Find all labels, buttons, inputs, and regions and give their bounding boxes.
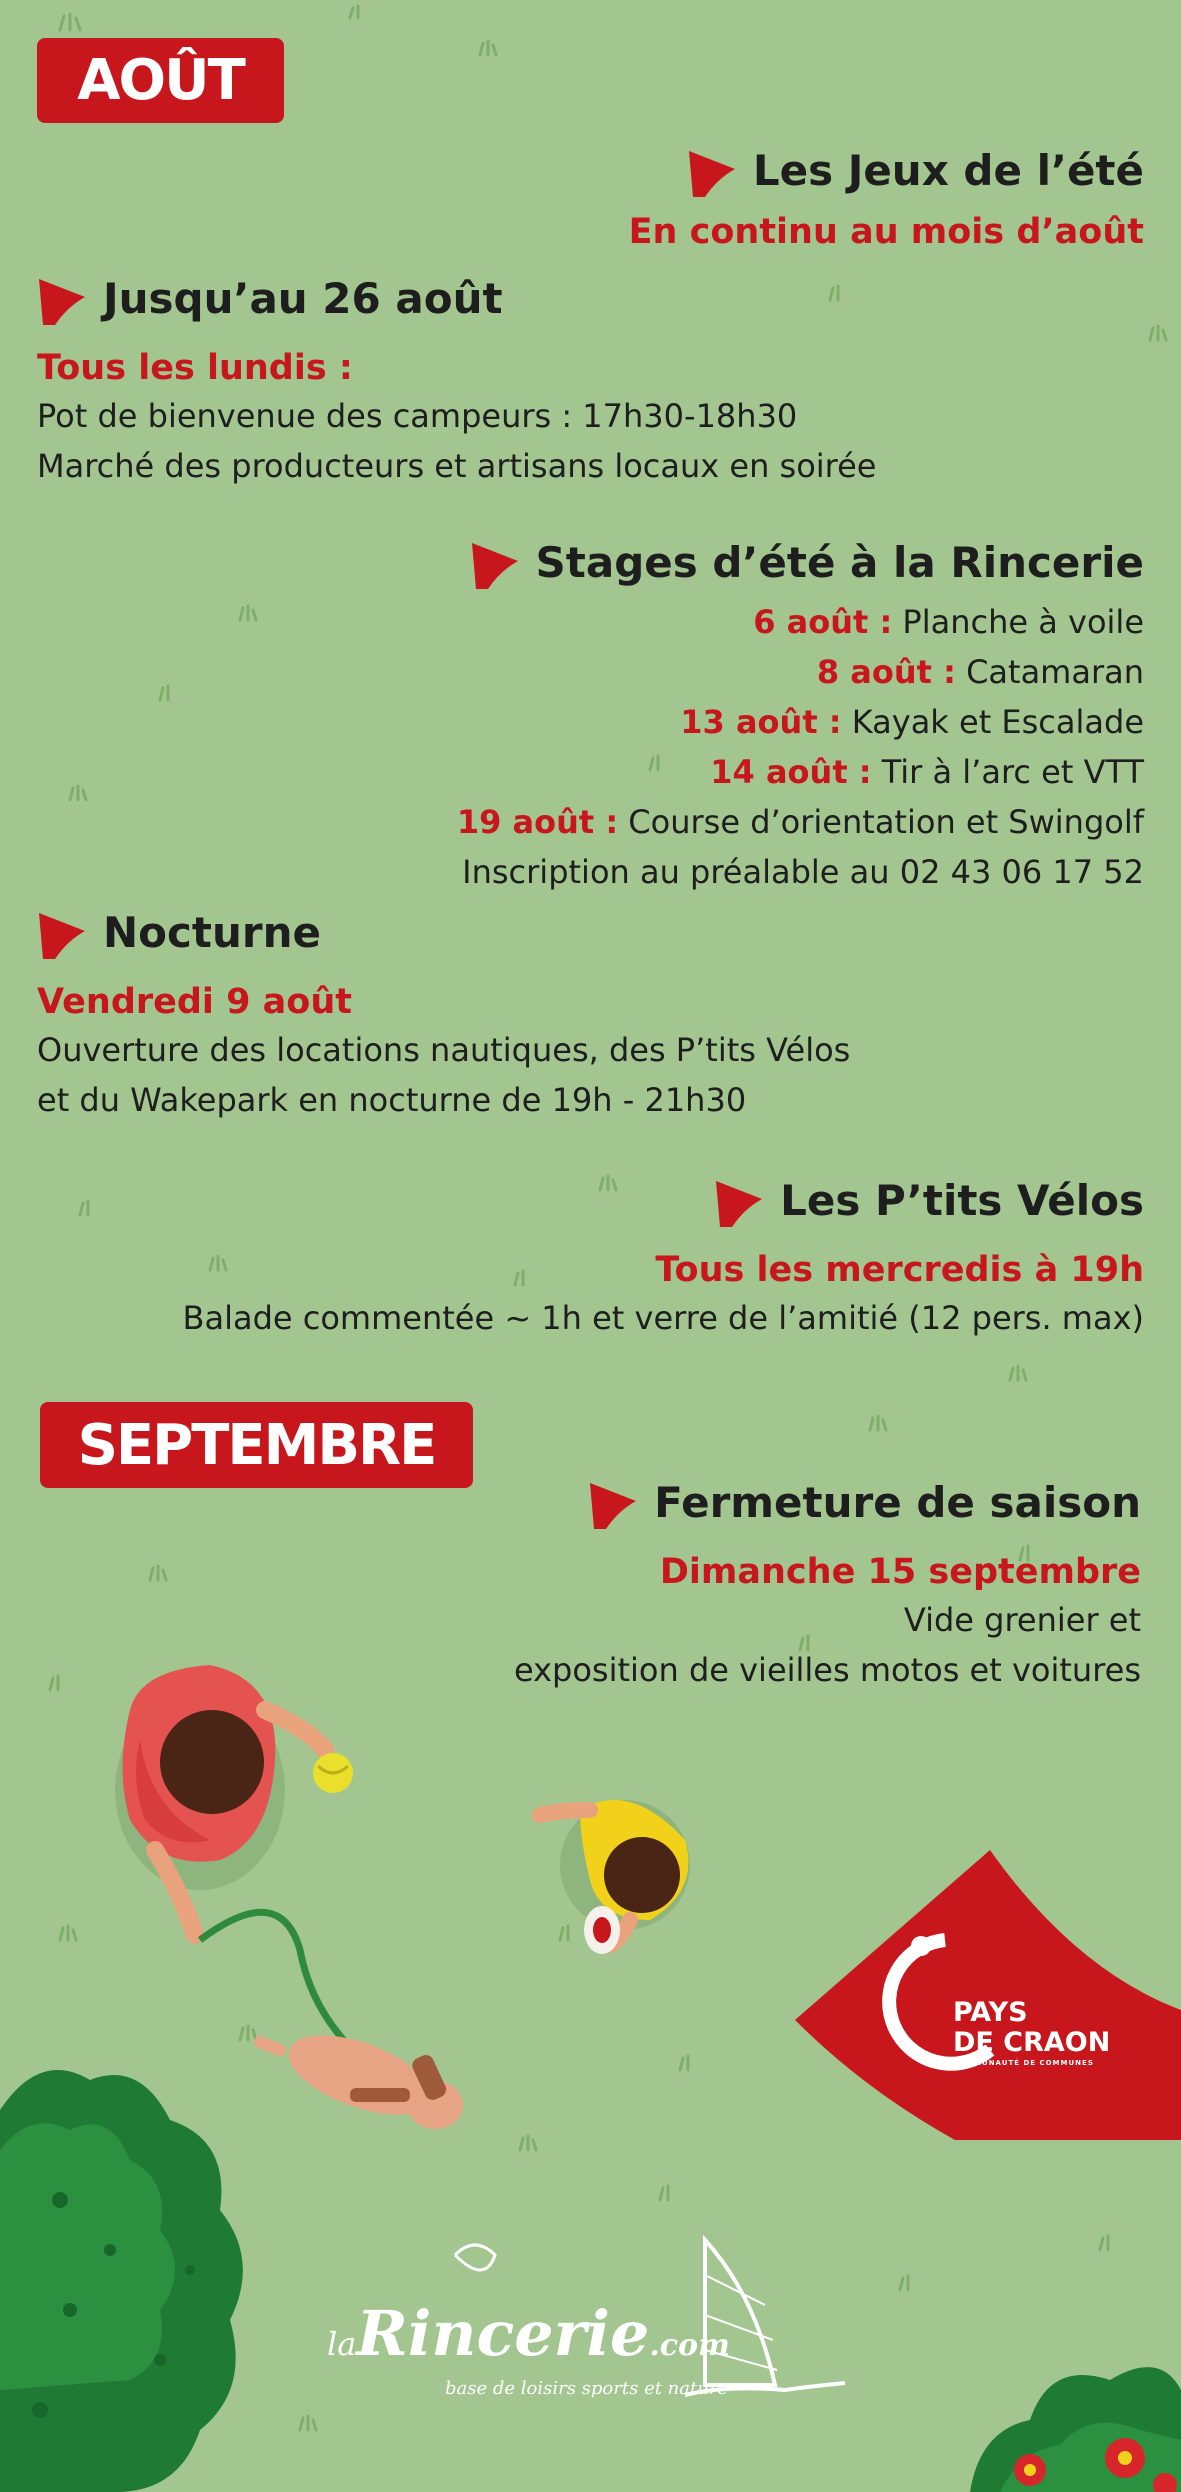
event-fermeture-saison [514, 1477, 1141, 1695]
flag-icon [687, 149, 737, 199]
month-label-august-text: AOÛT [77, 48, 244, 113]
event-line: Balade commentée ~ 1h et verre de l’amitié (12 pers. max) [182, 1298, 1144, 1337]
rincerie-logo [325, 2235, 855, 2425]
stage-date: 13 août : [680, 702, 842, 741]
event-jusquau-26-aout [37, 273, 876, 491]
tree-illustration [0, 2050, 270, 2492]
event-line: Pot de bienvenue des campeurs : 17h30-18h30 [37, 396, 798, 435]
stage-date: 19 août : [456, 802, 619, 841]
stage-date: 6 août : [753, 602, 893, 641]
event-title: Les Jeux de l’été [752, 146, 1144, 195]
rincerie-tagline: base de loisirs sports et nature [445, 2378, 729, 2399]
stage-item [457, 797, 1144, 847]
logo-line: DE CRAON [953, 2027, 1111, 2058]
brand-prefix: la [327, 2325, 357, 2363]
butterfly-icon [455, 2245, 495, 2270]
event-line: Ouverture des locations nautiques, des P’tits Vélos [37, 1030, 851, 1069]
brand-name: Rincerie [356, 2297, 650, 2370]
event-heading [37, 273, 876, 327]
event-ptits-velos [183, 1175, 1145, 1343]
illustration-person-with-frisbee [520, 1770, 710, 1970]
event-subtitle: En continu au mois d’août [628, 211, 1144, 252]
flag-icon [470, 541, 520, 591]
flag-icon [588, 1481, 638, 1531]
event-title: Nocturne [103, 908, 321, 957]
event-line: Marché des producteurs et artisans locaux en soirée [37, 446, 877, 485]
month-label-august [37, 38, 284, 123]
stage-item [457, 747, 1144, 797]
flag-icon [37, 277, 87, 327]
event-heading [457, 537, 1144, 591]
event-nocturne [37, 907, 850, 1125]
pays-de-craon-logo [795, 1850, 1181, 2140]
month-label-september [40, 1402, 473, 1488]
event-title: Les P’tits Vélos [780, 1176, 1144, 1225]
flower-bush-illustration [960, 2340, 1181, 2492]
event-subtitle: Tous les mercredis à 19h [655, 1249, 1144, 1290]
event-subtitle: Tous les lundis : [37, 347, 353, 388]
stage-activity: Planche à voile [902, 602, 1144, 641]
month-label-september-text: SEPTEMBRE [77, 1412, 436, 1478]
stage-activity: Catamaran [966, 652, 1144, 691]
event-title: Fermeture de saison [654, 1478, 1141, 1527]
stage-activity: Tir à l’arc et VTT [881, 752, 1144, 791]
stage-note: Inscription au préalable au 02 43 06 17 52 [462, 852, 1144, 891]
brand-suffix: .com [649, 2328, 730, 2363]
event-heading [514, 1477, 1141, 1531]
event-title: Stages d’été à la Rincerie [535, 538, 1144, 587]
event-heading [37, 907, 850, 961]
event-title: Jusqu’au 26 août [103, 274, 503, 323]
stage-date: 14 août : [710, 752, 872, 791]
stage-item [457, 697, 1144, 747]
stage-item [457, 597, 1144, 647]
logo-line-small: COMMUNAUTÉ DE COMMUNES [953, 2059, 1094, 2067]
event-line: Vide grenier et [903, 1600, 1141, 1639]
event-stages-ete [457, 537, 1144, 897]
rincerie-wordmark [327, 2297, 730, 2370]
event-jeux-ete [629, 145, 1144, 255]
pays-de-craon-text [953, 1998, 1110, 2068]
event-subtitle: Vendredi 9 août [37, 981, 352, 1022]
event-heading [183, 1175, 1145, 1229]
stage-activity: Course d’orientation et Swingolf [628, 802, 1144, 841]
logo-line: PAYS [953, 1997, 1028, 2028]
event-line: exposition de vieilles motos et voitures [513, 1650, 1141, 1689]
flag-icon [37, 911, 87, 961]
event-line: et du Wakepark en nocturne de 19h - 21h30 [37, 1080, 747, 1119]
event-heading [629, 145, 1144, 199]
stage-date: 8 août : [816, 652, 956, 691]
red-banner-shape [795, 1850, 1181, 2140]
stage-activity: Kayak et Escalade [851, 702, 1144, 741]
stage-item [457, 647, 1144, 697]
event-subtitle: Dimanche 15 septembre [659, 1551, 1141, 1592]
flag-icon [714, 1179, 764, 1229]
